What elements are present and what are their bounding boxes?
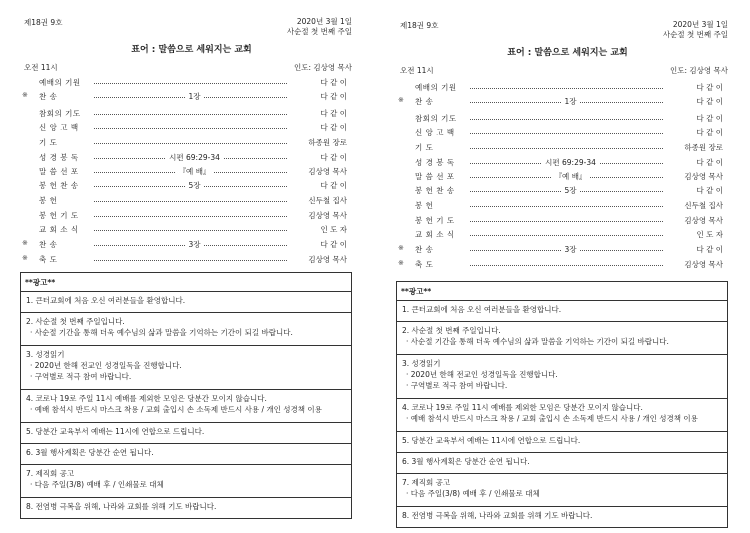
order-row — [22, 137, 347, 149]
order-row — [398, 157, 723, 169]
order-row — [22, 210, 347, 222]
order-item: 교 회 소 식 — [415, 230, 455, 239]
order-detail-wrap — [470, 185, 671, 196]
service-date: 2020년 3월 1일 — [672, 20, 728, 29]
announcement-text: 6. 3월 행사계획은 당분간 순연 됩니다. — [402, 457, 530, 466]
order-item: 참회의 기도 — [415, 114, 457, 123]
order-row — [22, 166, 347, 178]
order-row — [22, 254, 347, 266]
order-item: 봉 헌 — [415, 201, 434, 210]
announcement-text: 3. 성경읽기 — [26, 350, 65, 359]
order-item: 축 도 — [39, 255, 58, 264]
order-item: 성 경 봉 독 — [415, 158, 455, 167]
order-row — [398, 200, 723, 212]
order-person: 김상영 목사 — [664, 215, 723, 226]
dot-leader — [94, 260, 295, 261]
order-person: 다 같 이 — [288, 91, 347, 102]
order-person: 인 도 자 — [664, 229, 723, 240]
order-detail: 5장 — [185, 181, 203, 190]
bulletin-page-left — [14, 0, 374, 530]
announcement-text: 3. 성경읽기 — [402, 359, 441, 368]
order-detail-wrap — [470, 244, 671, 255]
order-detail-wrap — [470, 96, 671, 107]
order-person: 다 같 이 — [288, 180, 347, 191]
order-detail: 『예 배』 — [176, 167, 214, 176]
dot-leader — [94, 114, 295, 115]
order-person: 다 같 이 — [664, 82, 723, 93]
dot-leader — [94, 230, 295, 231]
order-row — [398, 215, 723, 227]
order-row — [22, 77, 347, 89]
order-person: 다 같 이 — [664, 113, 723, 124]
dot-leader — [470, 235, 671, 236]
announcement-item — [21, 465, 351, 498]
order-detail: 3장 — [185, 240, 203, 249]
liturgical-season: 사순절 첫 번째 주일 — [662, 30, 728, 39]
order-person: 다 같 이 — [664, 157, 723, 168]
order-item: 성 경 봉 독 — [39, 153, 79, 162]
order-person: 다 같 이 — [664, 244, 723, 255]
liturgical-season: 사순절 첫 번째 주일 — [286, 27, 352, 36]
dot-leader — [470, 206, 671, 207]
order-item: 봉 헌 찬 송 — [39, 181, 79, 190]
announcement-subtext: · 예배 참석시 반드시 마스크 착용 / 교회 출입시 손 소독제 반드시 사용 / 개인 성경책 이용 — [30, 405, 322, 414]
announcements-title: **광고** — [397, 282, 727, 301]
announcement-subtext: · 구역별로 적극 참여 바랍니다. — [406, 381, 508, 390]
announcement-text: 2. 사순절 첫 번째 주일입니다. — [26, 317, 125, 326]
order-row — [22, 108, 347, 120]
announcement-item — [397, 453, 727, 474]
announcement-subtext: · 2020년 한해 전교인 성경일독을 진행합니다. — [30, 361, 182, 370]
order-item: 기 도 — [39, 138, 58, 147]
order-item: 참회의 기도 — [39, 109, 81, 118]
standing-mark: ※ — [22, 254, 28, 262]
order-row — [22, 239, 347, 251]
announcement-item — [21, 498, 351, 518]
order-person: 김상영 목사 — [288, 254, 347, 265]
announcement-item — [21, 423, 351, 444]
order-item: 말 씀 선 포 — [39, 167, 79, 176]
announcement-subtext: · 구역별로 적극 참여 바랍니다. — [30, 372, 132, 381]
order-person: 다 같 이 — [288, 122, 347, 133]
announcement-text: 5. 당분간 교육부서 예배는 11시에 연합으로 드립니다. — [26, 427, 205, 436]
order-row — [398, 82, 723, 94]
order-row — [22, 91, 347, 103]
order-item: 봉 헌 기 도 — [39, 211, 79, 220]
volume-number: 제18권 9호 — [24, 18, 63, 27]
announcement-item — [397, 301, 727, 322]
standing-mark: ※ — [22, 91, 28, 99]
date-block — [287, 17, 352, 37]
order-person: 하종원 장로 — [288, 137, 347, 148]
order-item: 예배의 기원 — [415, 83, 457, 92]
service-leader: 인도: 김상영 목사 — [293, 63, 352, 72]
order-detail: 시편 69:29-34 — [542, 158, 599, 167]
order-detail-wrap — [470, 171, 671, 182]
order-item: 예배의 기원 — [39, 78, 81, 87]
order-row — [22, 122, 347, 134]
dot-leader — [94, 216, 295, 217]
order-row — [22, 152, 347, 164]
service-time: 오전 11시 — [24, 63, 58, 72]
standing-mark: ※ — [22, 239, 28, 247]
order-item: 기 도 — [415, 143, 434, 152]
standing-mark: ※ — [398, 244, 404, 252]
order-detail-wrap — [94, 91, 295, 102]
order-item: 찬 송 — [39, 240, 58, 249]
church-motto: 표어 : 말씀으로 세워지는 교회 — [507, 48, 628, 58]
order-person: 다 같 이 — [288, 108, 347, 119]
announcement-item — [397, 399, 727, 432]
volume-number: 제18권 9호 — [400, 21, 439, 30]
announcement-item — [397, 474, 727, 507]
order-item: 신 앙 고 백 — [39, 123, 79, 132]
order-person: 다 같 이 — [288, 152, 347, 163]
order-row — [22, 195, 347, 207]
order-item: 축 도 — [415, 260, 434, 269]
order-person: 다 같 이 — [664, 185, 723, 196]
dot-leader — [94, 83, 295, 84]
announcement-subtext: · 다음 주일(3/8) 예배 후 / 인쇄물로 대체 — [30, 480, 164, 489]
order-person: 인 도 자 — [288, 224, 347, 235]
order-row — [398, 113, 723, 125]
announcement-text: 1. 큰터교회에 처음 오신 여러분들을 환영합니다. — [402, 305, 562, 314]
announcement-subtext: · 다음 주일(3/8) 예배 후 / 인쇄물로 대체 — [406, 489, 540, 498]
announcement-item — [21, 313, 351, 346]
announcement-item — [21, 390, 351, 423]
order-row — [398, 142, 723, 154]
order-row — [398, 96, 723, 108]
order-person: 김상영 목사 — [664, 259, 723, 270]
announcement-text: 8. 전염병 극복을 위해, 나라와 교회를 위해 기도 바랍니다. — [402, 511, 593, 520]
announcement-text: 6. 3월 행사계획은 당분간 순연 됩니다. — [26, 448, 154, 457]
order-row — [22, 180, 347, 192]
announcement-subtext: · 사순절 기간을 통해 더욱 예수님의 삶과 말씀을 기억하는 기간이 되길 바랍니다. — [406, 337, 669, 346]
dot-leader — [470, 148, 671, 149]
order-person: 김상영 목사 — [664, 171, 723, 182]
order-detail: 1장 — [561, 97, 579, 106]
announcement-text: 5. 당분간 교육부서 예배는 11시에 연합으로 드립니다. — [402, 436, 581, 445]
order-item: 찬 송 — [39, 92, 58, 101]
order-item: 봉 헌 — [39, 196, 58, 205]
order-detail: 1장 — [185, 92, 203, 101]
order-detail: 『예 배』 — [552, 172, 590, 181]
order-detail-wrap — [94, 180, 295, 191]
announcement-text: 4. 코로나 19로 주일 11시 예배를 제외한 모임은 당분간 모이지 않습니다. — [402, 403, 643, 412]
announcement-text: 2. 사순절 첫 번째 주일입니다. — [402, 326, 501, 335]
service-leader: 인도: 김상영 목사 — [669, 66, 728, 75]
church-motto: 표어 : 말씀으로 세워지는 교회 — [131, 45, 252, 55]
announcement-text: 7. 제직회 공고 — [402, 478, 451, 487]
standing-mark: ※ — [398, 96, 404, 104]
dot-leader — [470, 119, 671, 120]
announcement-text: 4. 코로나 19로 주일 11시 예배를 제외한 모임은 당분간 모이지 않습니다. — [26, 394, 267, 403]
announcements-box — [20, 272, 352, 519]
announcement-subtext: · 예배 참석시 반드시 마스크 착용 / 교회 출입시 손 소독제 반드시 사용 / 개인 성경책 이용 — [406, 414, 698, 423]
order-person: 김상영 목사 — [288, 166, 347, 177]
announcements-box — [396, 281, 728, 528]
service-time: 오전 11시 — [400, 66, 434, 75]
order-detail: 3장 — [561, 245, 579, 254]
announcement-text: 8. 전염병 극복을 위해, 나라와 교회를 위해 기도 바랍니다. — [26, 502, 217, 511]
standing-mark: ※ — [398, 259, 404, 267]
order-person: 하종원 장로 — [664, 142, 723, 153]
order-item: 말 씀 선 포 — [415, 172, 455, 181]
announcements-title: **광고** — [21, 273, 351, 292]
dot-leader — [94, 201, 295, 202]
order-row — [398, 259, 723, 271]
order-detail-wrap — [94, 166, 295, 177]
order-detail: 5장 — [561, 186, 579, 195]
dot-leader — [470, 88, 671, 89]
announcement-item — [397, 322, 727, 355]
order-item: 신 앙 고 백 — [415, 128, 455, 137]
date-block — [663, 20, 728, 40]
order-row — [398, 185, 723, 197]
announcement-text: 1. 큰터교회에 처음 오신 여러분들을 환영합니다. — [26, 296, 186, 305]
announcement-item — [21, 292, 351, 313]
order-item: 봉 헌 기 도 — [415, 216, 455, 225]
announcement-item — [397, 432, 727, 453]
bulletin-page-right — [390, 3, 750, 533]
order-detail: 시편 69:29-34 — [166, 153, 223, 162]
order-person: 신두철 집사 — [664, 200, 723, 211]
order-item: 봉 헌 찬 송 — [415, 186, 455, 195]
order-person: 다 같 이 — [288, 77, 347, 88]
order-item: 교 회 소 식 — [39, 225, 79, 234]
announcement-text: 7. 제직회 공고 — [26, 469, 75, 478]
dot-leader — [470, 265, 671, 266]
order-detail-wrap — [94, 239, 295, 250]
order-person: 신두철 집사 — [288, 195, 347, 206]
announcement-item — [21, 444, 351, 465]
order-person: 다 같 이 — [664, 127, 723, 138]
dot-leader — [470, 221, 671, 222]
order-row — [22, 224, 347, 236]
dot-leader — [94, 143, 295, 144]
announcement-item — [397, 355, 727, 399]
order-item: 찬 송 — [415, 245, 434, 254]
dot-leader — [94, 128, 295, 129]
order-person: 다 같 이 — [288, 239, 347, 250]
announcement-item — [397, 507, 727, 527]
order-person: 다 같 이 — [664, 96, 723, 107]
order-person: 김상영 목사 — [288, 210, 347, 221]
announcement-subtext: · 2020년 한해 전교인 성경일독을 진행합니다. — [406, 370, 558, 379]
order-row — [398, 127, 723, 139]
order-row — [398, 244, 723, 256]
order-row — [398, 229, 723, 241]
order-row — [398, 171, 723, 183]
announcement-item — [21, 346, 351, 390]
announcement-subtext: · 사순절 기간을 통해 더욱 예수님의 삶과 말씀을 기억하는 기간이 되길 바랍니다. — [30, 328, 293, 337]
order-detail-wrap — [94, 152, 295, 163]
service-date: 2020년 3월 1일 — [296, 17, 352, 26]
order-item: 찬 송 — [415, 97, 434, 106]
dot-leader — [470, 133, 671, 134]
order-detail-wrap — [470, 157, 671, 168]
